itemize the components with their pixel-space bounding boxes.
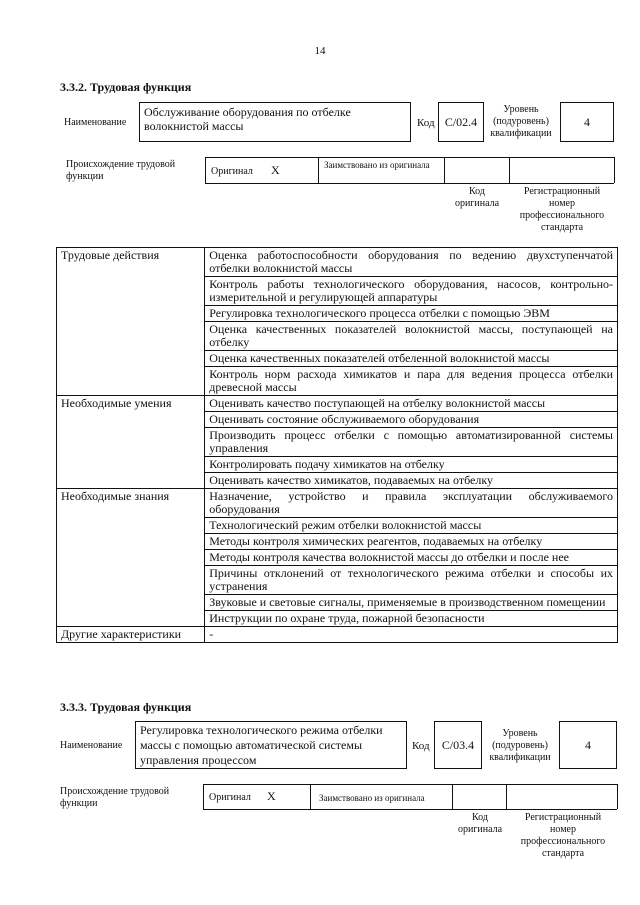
section-title-2: 3.3.3. Трудовая функция — [60, 700, 192, 714]
name-label-2: Наименование — [60, 740, 123, 751]
item-cell: Оценивать состояние обслуживаемого оборудования — [205, 412, 618, 428]
origin-divider — [614, 157, 615, 183]
item-cell: Звуковые и световые сигналы, применяемые в производственном помещении — [205, 595, 618, 611]
origin-bottom-border-2 — [203, 809, 617, 810]
item-cell: - — [205, 627, 618, 643]
origin-divider-2 — [506, 784, 507, 809]
level-value-2: 4 — [585, 738, 591, 752]
item-cell: Методы контроля качества волокнистой массы до отбелки и после нее — [205, 550, 618, 566]
level-label-2: Уровень (подуровень) квалификации — [489, 728, 551, 763]
function-name-box — [139, 102, 411, 142]
page-number: 14 — [314, 45, 326, 57]
level-box — [560, 102, 614, 142]
item-cell: Назначение, устройство и правила эксплуатации обслуживаемого оборудования — [205, 489, 618, 518]
item-cell: Инструкции по охране труда, пожарной безопасности — [205, 611, 618, 627]
item-cell: Оценивать качество химикатов, подаваемых на отбелку — [205, 473, 618, 489]
item-cell: Производить процесс отбелки с помощью автоматизированной системы управления — [205, 428, 618, 457]
origin-top-border-2 — [203, 784, 617, 785]
code-box — [438, 102, 484, 142]
code-value: C/02.4 — [444, 115, 478, 129]
origin-label: Происхождение трудовой функции — [66, 159, 176, 182]
origin-divider-2 — [310, 784, 311, 809]
table-body — [57, 248, 618, 643]
level-value: 4 — [584, 115, 590, 129]
category-cell: Необходимые знания — [57, 489, 205, 627]
function-name: Обслуживание оборудования по отбелке волокнистой массы — [144, 105, 351, 133]
category-cell: Необходимые умения — [57, 396, 205, 489]
item-cell: Контроль работы технологического оборудования, насосов, контрольно-измерительной и регулирующей аппаратуры — [205, 277, 618, 306]
original-label: Оригинал — [211, 166, 253, 177]
origin-divider — [444, 157, 445, 183]
item-cell: Контроль норм расхода химикатов и пара для ведения процесса отбелки древесной массы — [205, 367, 618, 396]
item-cell: Технологический режим отбелки волокнистой массы — [205, 518, 618, 534]
item-cell: Причины отклонений от технологического режима отбелки и способы их устранения — [205, 566, 618, 595]
item-cell: Оценивать качество поступающей на отбелку волокнистой массы — [205, 396, 618, 412]
table-row — [57, 489, 618, 518]
reg-number-label-2: Регистрационный номер профессионального стандарта — [520, 812, 606, 859]
origin-bottom-border — [205, 183, 614, 184]
code-label-2: Код — [412, 740, 430, 752]
origin-divider — [509, 157, 510, 183]
item-cell: Оценка качественных показателей отбеленной волокнистой массы — [205, 351, 618, 367]
item-cell: Оценка качественных показателей волокнистой массы, поступающей на отбелку — [205, 322, 618, 351]
table-row — [57, 627, 618, 643]
origin-label-2: Происхождение трудовой функции — [60, 786, 170, 809]
origin-divider — [205, 157, 206, 183]
function-name-box-2 — [135, 721, 407, 769]
code-original-label-2: Код оригинала — [457, 812, 503, 835]
item-cell: Методы контроля химических реагентов, подаваемых на отбелку — [205, 534, 618, 550]
item-cell: Контролировать подачу химикатов на отбелку — [205, 457, 618, 473]
original-label-2: Оригинал — [209, 792, 251, 803]
code-original-label: Код оригинала — [454, 186, 500, 209]
reg-number-label: Регистрационный номер профессионального стандарта — [519, 186, 605, 233]
origin-divider-2 — [617, 784, 618, 809]
item-cell: Регулировка технологического процесса отбелки с помощью ЭВМ — [205, 306, 618, 322]
function-name-2: Регулировка технологического режима отбелки массы с помощью автоматической системы управления процессом — [140, 723, 383, 767]
level-label: Уровень (подуровень) квалификации — [490, 104, 552, 139]
table-row — [57, 248, 618, 277]
origin-divider — [318, 157, 319, 183]
table-row — [57, 396, 618, 412]
original-mark: X — [271, 163, 280, 177]
code-box-2 — [434, 721, 482, 769]
origin-top-border — [205, 157, 614, 158]
code-value-2: C/03.4 — [441, 738, 475, 752]
category-cell: Трудовые действия — [57, 248, 205, 396]
code-label: Код — [417, 117, 435, 129]
level-box-2 — [559, 721, 617, 769]
borrowed-label-2: Заимствовано из оригинала — [319, 793, 425, 803]
borrowed-label: Заимствовано из оригинала — [324, 160, 430, 170]
name-label: Наименование — [64, 117, 127, 128]
original-mark-2: X — [267, 789, 276, 803]
origin-divider-2 — [203, 784, 204, 809]
function-table — [56, 247, 618, 643]
section-title: 3.3.2. Трудовая функция — [60, 80, 192, 94]
origin-divider-2 — [452, 784, 453, 809]
category-cell: Другие характеристики — [57, 627, 205, 643]
item-cell: Оценка работоспособности оборудования по ведению двухступенчатой отбелки волокнистой массы — [205, 248, 618, 277]
